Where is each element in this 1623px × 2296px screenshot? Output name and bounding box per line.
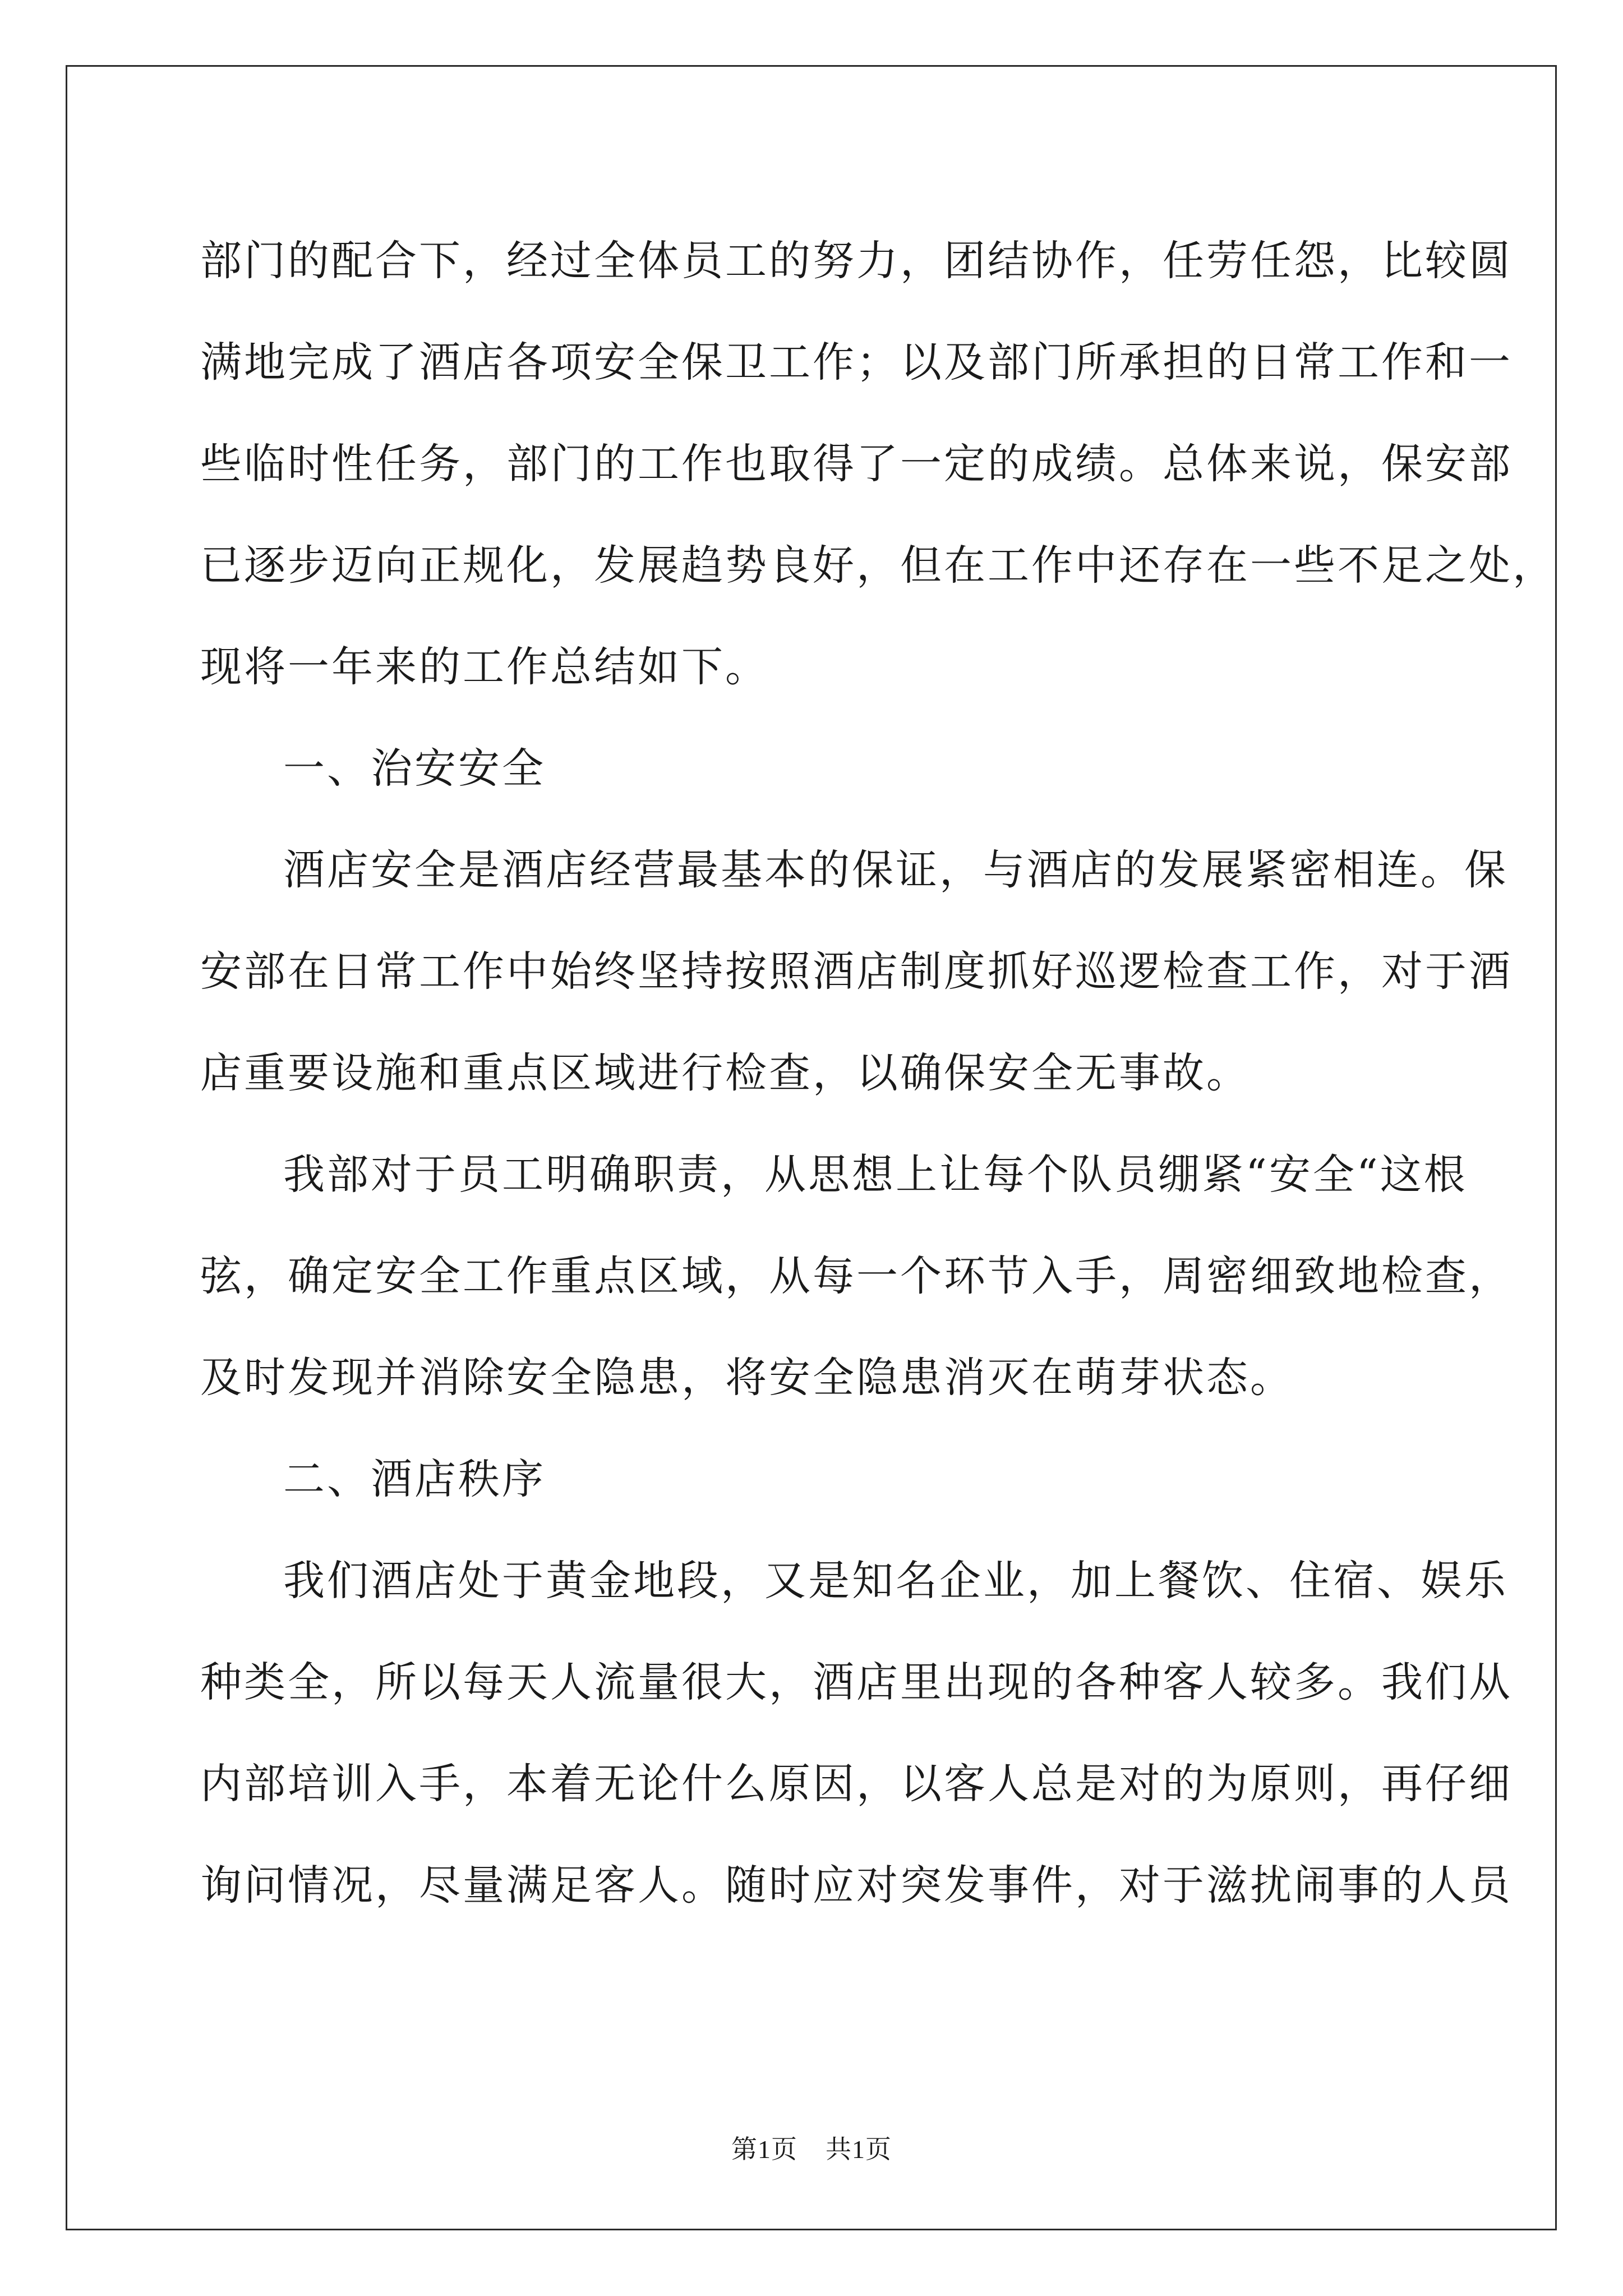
paragraph-line: 满地完成了酒店各项安全保卫工作；以及部门所承担的日常工作和一 [200, 338, 1513, 386]
paragraph-line: 安部在日常工作中始终坚持按照酒店制度抓好巡逻检查工作，对于酒 [200, 947, 1513, 996]
paragraph-line: 内部培训入手，本着无论什么原因，以客人总是对的为原则，再仔细 [200, 1760, 1513, 1808]
section-heading: 二、酒店秩序 [283, 1455, 546, 1503]
paragraph-line: 部门的配合下，经过全体员工的努力，团结协作，任劳任怨，比较圆 [200, 237, 1513, 285]
paragraph-line: 酒店安全是酒店经营最基本的保证，与酒店的发展紧密相连。保 [283, 846, 1508, 894]
paragraph-line: 店重要设施和重点区域进行检查，以确保安全无事故。 [200, 1049, 1250, 1097]
document-body [200, 210, 1556, 1936]
page-number-total: 共1页 [826, 2135, 892, 2164]
paragraph-line: 询问情况，尽量满足客人。随时应对突发事件，对于滋扰闹事的人员 [200, 1861, 1513, 1910]
paragraph-line: 及时发现并消除安全隐患，将安全隐患消灭在萌芽状态。 [200, 1354, 1294, 1402]
paragraph-line: 种类全，所以每天人流量很大，酒店里出现的各种客人较多。我们从 [200, 1658, 1513, 1706]
page-footer [0, 2129, 1623, 2166]
paragraph-line: 我部对于员工明确职责，从思想上让每个队员绷紧“安全“这根 [283, 1151, 1468, 1199]
paragraph-line: 已逐步迈向正规化，发展趋势良好，但在工作中还存在一些不足之处， [200, 541, 1556, 590]
paragraph-line: 弦，确定安全工作重点区域，从每一个环节入手，周密细致地检查， [200, 1252, 1513, 1300]
page-number-current: 第1页 [731, 2135, 797, 2164]
paragraph-line: 些临时性任务，部门的工作也取得了一定的成绩。总体来说，保安部 [200, 440, 1513, 488]
paragraph-line: 现将一年来的工作总结如下。 [200, 643, 769, 691]
paragraph-line: 我们酒店处于黄金地段，又是知名企业，加上餐饮、住宿、娱乐 [283, 1557, 1508, 1605]
section-heading: 一、治安安全 [283, 744, 546, 793]
